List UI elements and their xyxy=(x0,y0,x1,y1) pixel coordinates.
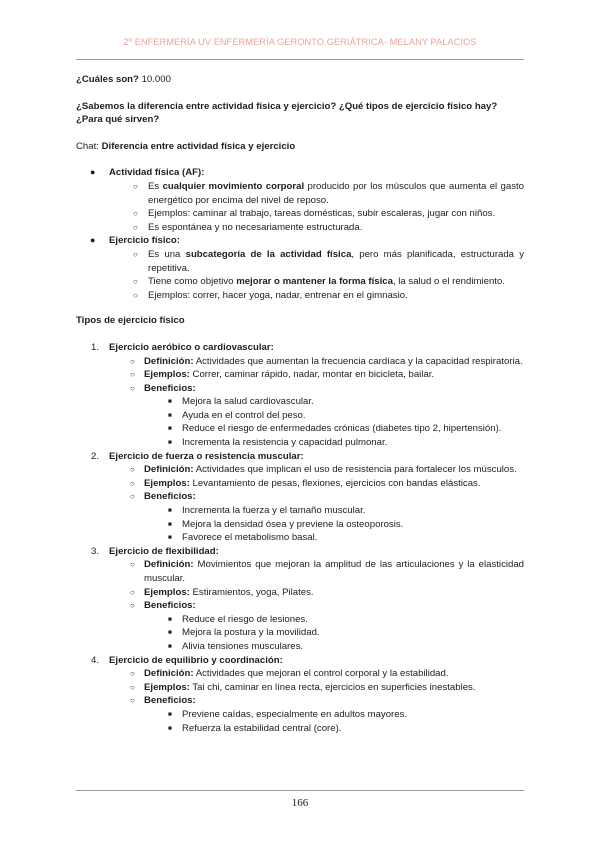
circle-bullet-icon: ○ xyxy=(133,249,138,259)
square-bullet-icon: ■ xyxy=(168,520,172,528)
list-item: ■ Reduce el riesgo de enfermedades crónicas (diabetes tipo 2, hipertensión). xyxy=(168,423,502,435)
circle-bullet-icon: ○ xyxy=(130,601,135,611)
page-number: 166 xyxy=(291,797,309,809)
list-item: ■ Mejora la densidad ósea y previene la osteoporosis. xyxy=(168,518,404,530)
list-item: ○ Definición: Actividades que implican el uso de resistencia para fortalecer los músculos. xyxy=(130,464,517,476)
list-item: ■ Reduce el riesgo de lesiones. xyxy=(168,613,308,625)
question-cuales-label: ¿Cuáles son? xyxy=(76,74,139,85)
list-item: ■ Refuerza la estabilidad central (core). xyxy=(168,722,342,734)
list-item: ○ Beneficios: xyxy=(130,600,196,612)
ef-title: Ejercicio físico: xyxy=(109,235,180,247)
square-bullet-icon: ■ xyxy=(168,629,172,637)
list-item: ■ Favorece el metabolismo basal. xyxy=(168,532,318,544)
type-item-1: 1. Ejercicio aeróbico o cardiovascular: xyxy=(91,341,274,353)
square-bullet-icon: ■ xyxy=(168,534,172,542)
question-cuales-value: 10.000 xyxy=(141,74,171,85)
type-item-3: 3. Ejercicio de flexibilidad: xyxy=(91,545,219,557)
square-bullet-icon: ■ xyxy=(168,398,172,406)
list-item: ○ Definición: Movimientos que mejoran la amplitud de las articulaciones y la elasticidad muscular. xyxy=(130,559,525,584)
list-item: ○ Es espontánea y no necesariamente estructurada. xyxy=(133,221,363,233)
circle-bullet-icon: ○ xyxy=(130,696,135,706)
list-item: ■ Mejora la salud cardiovascular. xyxy=(168,396,314,408)
list-item: ○ Definición: Actividades que aumentan la frecuencia cardíaca y la capacidad respiratoria. xyxy=(130,355,523,367)
list-item-ef xyxy=(76,234,524,248)
circle-bullet-icon: ○ xyxy=(133,277,138,287)
list-item: ■ Ayuda en el control del peso. xyxy=(168,409,306,421)
list-item: ○ Beneficios: xyxy=(130,695,196,707)
list-item: ■ Incrementa la resistencia y capacidad pulmonar. xyxy=(168,437,388,449)
square-bullet-icon: ■ xyxy=(168,439,172,447)
square-bullet-icon: ■ xyxy=(168,710,172,718)
circle-bullet-icon: ○ xyxy=(130,682,135,692)
square-bullet-icon: ■ xyxy=(168,724,172,732)
circle-bullet-icon: ○ xyxy=(130,560,135,570)
question-cuales xyxy=(76,73,524,87)
bullet-icon: ● xyxy=(90,167,96,178)
chat-label: Chat: xyxy=(76,140,99,152)
section-title: Tipos de ejercicio físico xyxy=(76,315,185,327)
square-bullet-icon: ■ xyxy=(168,411,172,419)
square-bullet-icon: ■ xyxy=(168,425,172,433)
circle-bullet-icon: ○ xyxy=(130,383,135,393)
list-item: ○ Beneficios: xyxy=(130,382,196,394)
question-diferencia xyxy=(76,100,524,127)
footer-divider xyxy=(76,790,524,791)
chat-title: Diferencia entre actividad física y ejercicio xyxy=(101,140,296,152)
circle-bullet-icon: ○ xyxy=(133,181,138,191)
list-item: ○ Tiene como objetivo mejorar o mantener la forma física, la salud o el rendimiento. xyxy=(133,276,505,288)
circle-bullet-icon: ○ xyxy=(130,669,135,679)
circle-bullet-icon: ○ xyxy=(133,222,138,232)
square-bullet-icon: ■ xyxy=(168,615,172,623)
circle-bullet-icon: ○ xyxy=(130,478,135,488)
chat-line xyxy=(76,140,524,154)
list-item: ■ Alivia tensiones musculares. xyxy=(168,640,304,652)
question-diferencia-text: ¿Sabemos la diferencia entre actividad física y ejercicio? ¿Qué tipos de ejercicio físico hay? ¿Para qué sirven? xyxy=(76,100,498,126)
circle-bullet-icon: ○ xyxy=(130,465,135,475)
type-item-2: 2. Ejercicio de fuerza o resistencia muscular: xyxy=(91,450,304,462)
af-title: Actividad física (AF): xyxy=(109,167,205,179)
square-bullet-icon: ■ xyxy=(168,642,172,650)
list-item: ○ Ejemplos: Correr, caminar rápido, nadar, montar en bicicleta, bailar. xyxy=(130,369,435,381)
circle-bullet-icon: ○ xyxy=(130,587,135,597)
header-divider xyxy=(76,59,524,60)
circle-bullet-icon: ○ xyxy=(130,370,135,380)
list-item: ○ Es una subcategoría de la actividad física, pero más planificada, estructurada y repetitiva. xyxy=(133,248,525,274)
list-item: ○ Ejemplos: Estiramientos, yoga, Pilates. xyxy=(130,586,314,598)
list-item-af xyxy=(76,166,524,180)
bullet-icon: ● xyxy=(90,235,96,246)
page-content xyxy=(76,73,524,735)
circle-bullet-icon: ○ xyxy=(130,492,135,502)
type-item-4: 4. Ejercicio de equilibrio y coordinación: xyxy=(91,654,283,666)
list-item: ■ Mejora la postura y la movilidad. xyxy=(168,627,320,639)
circle-bullet-icon: ○ xyxy=(133,209,138,219)
list-item: ○ Ejemplos: caminar al trabajo, tareas domésticas, subir escaleras, jugar con niños. xyxy=(133,208,496,220)
page-header: 2º ENFERMERÍA UV ENFERMERÍA GERONTO.GERIÁTRICA- MELANY PALACIOS xyxy=(123,37,477,47)
square-bullet-icon: ■ xyxy=(168,507,172,515)
circle-bullet-icon: ○ xyxy=(130,356,135,366)
list-item: ○ Ejemplos: Tai chi, caminar en línea recta, ejercicios en superficies inestables. xyxy=(130,681,476,693)
list-item: ■ Incrementa la fuerza y el tamaño muscular. xyxy=(168,505,366,517)
list-item: ○ Beneficios: xyxy=(130,491,196,503)
list-item: ○ Es cualquier movimiento corporal producido por los músculos que aumenta el gasto energético por encima del nivel de reposo. xyxy=(133,180,524,206)
list-item: ○ Ejemplos: correr, hacer yoga, nadar, entrenar en el gimnasio. xyxy=(133,289,408,301)
list-item: ■ Previene caídas, especialmente en adultos mayores. xyxy=(168,708,408,720)
list-item: ○ Definición: Actividades que mejoran el control corporal y la estabilidad. xyxy=(130,668,449,680)
circle-bullet-icon: ○ xyxy=(133,290,138,300)
list-item: ○ Ejemplos: Levantamiento de pesas, flexiones, ejercicios con bandas elásticas. xyxy=(130,477,481,489)
